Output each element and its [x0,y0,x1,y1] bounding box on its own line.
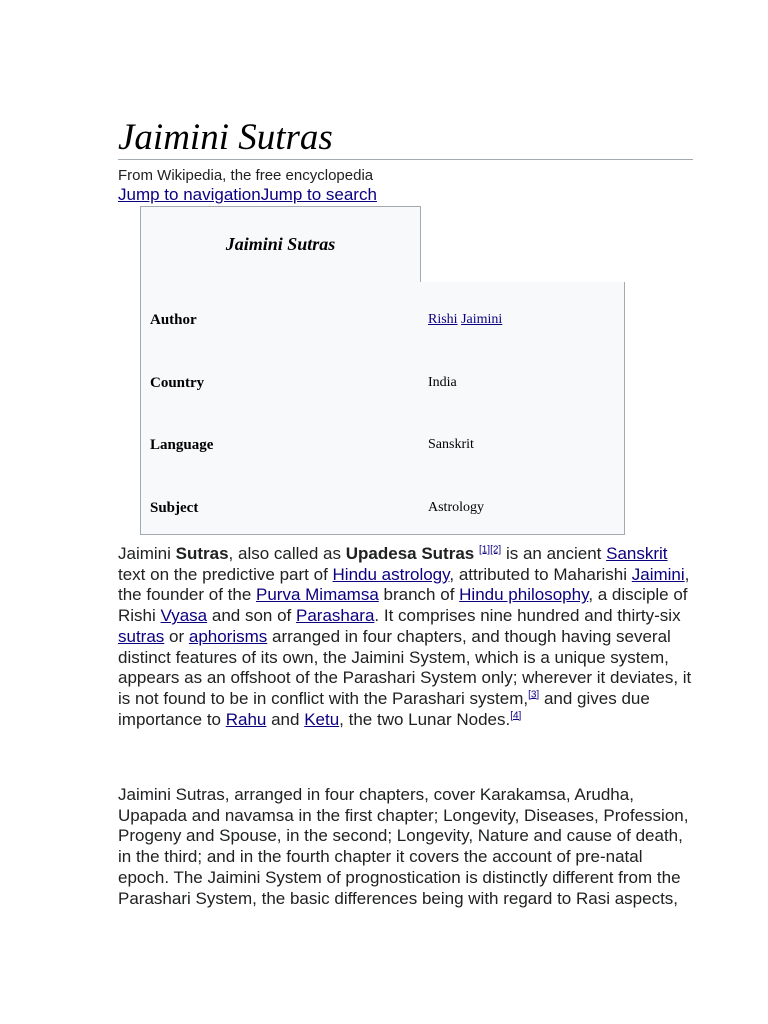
bold-term-upadesa-sutras: Upadesa Sutras [345,544,475,563]
citation-link-1[interactable]: [1] [478,544,491,556]
jump-links [118,185,377,205]
text: and son of [207,606,296,626]
link-sanskrit[interactable]: Sanskrit [606,544,668,563]
infobox-value: Sanskrit [428,437,474,452]
page-title: Jaimini Sutras [118,117,333,158]
link-aphorisms[interactable]: aphorisms [188,626,268,646]
text: text on the predictive part of [118,564,333,584]
citation-link-4[interactable]: [4] [510,709,522,721]
title-divider [118,159,693,160]
citation-1-2 [479,544,501,555]
infobox-value: India [428,375,457,390]
link-hindu-philosophy[interactable]: Hindu philosophy [459,585,589,605]
infobox-label: Author [150,312,197,328]
text: branch of [378,585,460,605]
link-hindu-astrology[interactable]: Hindu astrology [332,564,450,584]
text: , a disciple of Rishi [118,585,688,626]
infobox [140,282,625,535]
paragraph-chapters [118,785,693,909]
text: . It comprises nine hundred and thirty-six [374,606,681,626]
infobox-label: Country [150,375,205,391]
jump-to-search-link[interactable]: Jump to search [260,185,377,204]
link-ketu[interactable]: Ketu [304,709,340,729]
infobox-header [140,206,421,282]
infobox-title: Jaimini Sutras [225,234,336,254]
infobox-value: Astrology [428,500,484,515]
bold-term-sutras: Sutras [175,544,229,563]
link-parashara[interactable]: Parashara [295,606,375,626]
paragraph-intro [118,544,693,730]
text: or [164,626,189,646]
text: , attributed to Maharishi [449,564,632,584]
text: arranged in four chapters, and though having several distinct features of its own, the Jaimini System, which is a unique system, appears as an offshoot of the Parashari System only; wherever it deviates, it is not found to be in conflict with the Parashari system, [118,626,692,708]
text: Jaimini [118,544,176,563]
link-rahu[interactable]: Rahu [225,709,267,729]
infobox-label: Subject [150,500,199,516]
link-sutras[interactable]: sutras [118,626,165,646]
author-link-rishi[interactable]: Rishi [428,312,458,327]
link-vyasa[interactable]: Vyasa [160,606,208,626]
citation-4 [510,710,521,721]
infobox-value [428,311,502,329]
text: and gives due importance to [118,688,650,729]
text: and [266,709,305,729]
link-purva-mimamsa[interactable]: Purva Mimamsa [256,585,379,605]
text: , the founder of the [118,564,690,605]
author-link-jaimini[interactable]: Jaimini [461,312,503,327]
citation-link-3[interactable]: [3] [528,689,540,701]
text: is an ancient [501,544,607,563]
link-jaimini[interactable]: Jaimini [631,564,685,584]
citation-link-2[interactable]: [2] [490,544,502,556]
text: , the two Lunar Nodes. [339,709,511,729]
infobox-label: Language [150,437,214,453]
paragraph-text: Jaimini Sutras, arranged in four chapters, cover Karakamsa, Arudha, Upapada and navamsa in the first chapter; Longevity, Diseases, Profession, Progeny and Spouse, in the second; Longevity, Nature and cause of death, in the third; and in the fourth chapter it covers the account of pre-natal epoch. The Jaimini System of prognostication is distinctly different from the Parashari System, the basic differences being with regard to Rasi aspects, [118,785,689,908]
jump-to-navigation-link[interactable]: Jump to navigation [118,185,261,204]
site-tagline: From Wikipedia, the free encyclopedia [118,167,374,184]
citation-3 [528,689,539,700]
text: , also called as [228,544,346,563]
